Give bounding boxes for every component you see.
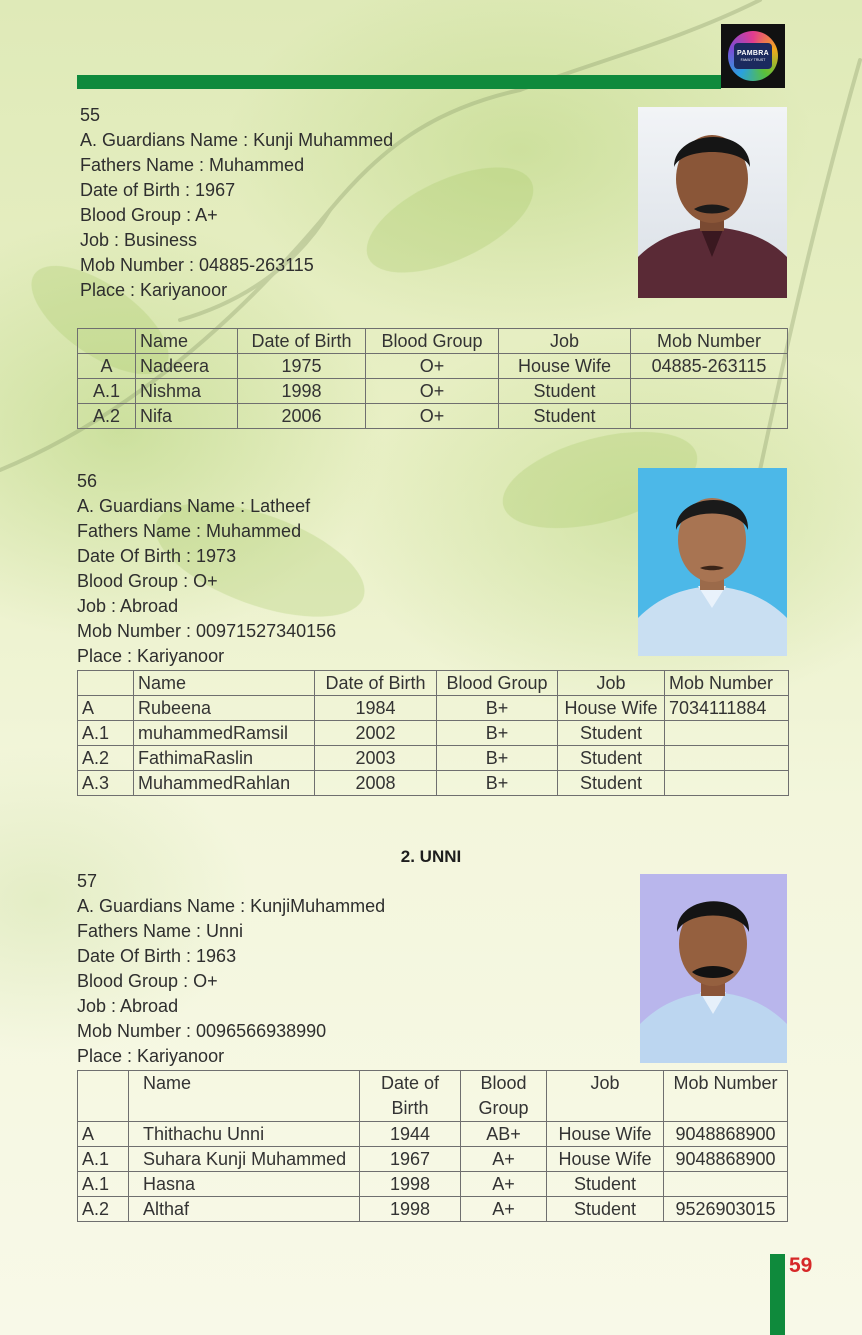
table-cell: 9048868900 <box>664 1122 788 1147</box>
table-cell: Nishma <box>136 379 238 404</box>
table-cell: A.2 <box>78 1197 129 1222</box>
section-title: 2. UNNI <box>400 847 462 866</box>
table-row <box>78 1197 788 1222</box>
mob-number: Mob Number : 0096566938990 <box>77 1021 327 1041</box>
table-cell: 1975 <box>238 354 366 379</box>
table-cell: Thithachu Unni <box>129 1122 360 1147</box>
table-row <box>78 379 788 404</box>
header-cell: Job <box>547 1071 664 1122</box>
table-row <box>78 1147 788 1172</box>
place: Place : Kariyanoor <box>77 1046 225 1066</box>
table-cell: 1998 <box>360 1197 461 1222</box>
table-cell: House Wife <box>558 696 665 721</box>
pambra-logo <box>721 24 785 88</box>
table-header-row <box>78 329 788 354</box>
blood-group: Blood Group : O+ <box>77 971 218 991</box>
table-cell <box>665 746 789 771</box>
family-table-56 <box>77 670 789 796</box>
header-cell: Blood Group <box>461 1071 547 1122</box>
table-cell <box>664 1172 788 1197</box>
table-cell <box>631 379 788 404</box>
table-row <box>78 354 788 379</box>
header-cell <box>78 329 136 354</box>
entry-56-details <box>77 469 336 669</box>
table-cell: A.1 <box>78 1147 129 1172</box>
page-number: 59 <box>789 1254 813 1277</box>
header-cell: Name <box>134 671 315 696</box>
place: Place : Kariyanoor <box>77 646 225 666</box>
table-cell: Nadeera <box>136 354 238 379</box>
table-cell <box>631 404 788 429</box>
table-header-row <box>78 1071 788 1122</box>
logo-ring <box>728 31 778 81</box>
table-cell: A.2 <box>78 746 134 771</box>
table-cell <box>665 721 789 746</box>
table-cell: A.3 <box>78 771 134 796</box>
logo-subtitle: FAMILY TRUST <box>740 58 766 62</box>
header-cell <box>78 1071 129 1122</box>
table-cell: House Wife <box>499 354 631 379</box>
job: Job : Abroad <box>77 596 179 616</box>
table-row <box>78 1172 788 1197</box>
table-cell: 1984 <box>315 696 437 721</box>
mob-number: Mob Number : 00971527340156 <box>77 621 337 641</box>
table-cell: Student <box>547 1172 664 1197</box>
header-cell: Mob Number <box>665 671 789 696</box>
table-cell: 2002 <box>315 721 437 746</box>
entry-57-details <box>77 869 385 1069</box>
table-cell: B+ <box>437 746 558 771</box>
header-cell: Blood Group <box>366 329 499 354</box>
table-row <box>78 696 789 721</box>
header-cell: Name <box>129 1071 360 1122</box>
table-cell: Althaf <box>129 1197 360 1222</box>
guardian-photo-55 <box>638 107 787 298</box>
header-cell: Date of Birth <box>238 329 366 354</box>
table-cell: Hasna <box>129 1172 360 1197</box>
header-cell: Job <box>499 329 631 354</box>
table-cell: A+ <box>461 1197 547 1222</box>
table-cell: 2008 <box>315 771 437 796</box>
guardian-name: A. Guardians Name : KunjiMuhammed <box>77 896 386 916</box>
table-cell: A <box>78 1122 129 1147</box>
header-green-bar <box>77 75 721 89</box>
entry-number: 55 <box>80 105 101 125</box>
date-of-birth: Date of Birth : 1967 <box>80 180 236 200</box>
table-cell: 2006 <box>238 404 366 429</box>
table-row <box>78 721 789 746</box>
table-cell: A.2 <box>78 404 136 429</box>
table-cell: Student <box>558 771 665 796</box>
table-cell: A.1 <box>78 1172 129 1197</box>
table-cell: O+ <box>366 404 499 429</box>
table-cell: Nifa <box>136 404 238 429</box>
mob-number: Mob Number : 04885-263115 <box>80 255 314 275</box>
header-cell: Date of Birth <box>315 671 437 696</box>
table-cell: B+ <box>437 721 558 746</box>
table-cell: A+ <box>461 1172 547 1197</box>
table-cell: MuhammedRahlan <box>134 771 315 796</box>
date-of-birth: Date Of Birth : 1963 <box>77 946 237 966</box>
entry-number: 57 <box>77 871 98 891</box>
table-cell: 9526903015 <box>664 1197 788 1222</box>
table-cell: Student <box>547 1197 664 1222</box>
table-cell: Student <box>558 746 665 771</box>
page-number-bar <box>770 1254 785 1335</box>
header-cell: Date of Birth <box>360 1071 461 1122</box>
table-cell: B+ <box>437 696 558 721</box>
header-cell: Name <box>136 329 238 354</box>
table-cell: A+ <box>461 1147 547 1172</box>
table-cell: 1944 <box>360 1122 461 1147</box>
guardian-photo-57 <box>640 874 787 1063</box>
job: Job : Business <box>80 230 198 250</box>
blood-group: Blood Group : O+ <box>77 571 218 591</box>
table-cell: Student <box>499 404 631 429</box>
logo-badge <box>734 43 772 69</box>
table-cell: 1998 <box>238 379 366 404</box>
header-cell: Job <box>558 671 665 696</box>
entry-55-details <box>80 103 393 303</box>
table-cell: 9048868900 <box>664 1147 788 1172</box>
header-cell: Mob Number <box>664 1071 788 1122</box>
table-cell: 7034111884 <box>665 696 789 721</box>
table-cell: Suhara Kunji Muhammed <box>129 1147 360 1172</box>
table-row <box>78 1122 788 1147</box>
table-cell: B+ <box>437 771 558 796</box>
guardian-photo-56 <box>638 468 787 656</box>
table-row <box>78 404 788 429</box>
table-cell: FathimaRaslin <box>134 746 315 771</box>
table-cell: Rubeena <box>134 696 315 721</box>
guardian-name: A. Guardians Name : Latheef <box>77 496 311 516</box>
header-cell <box>78 671 134 696</box>
table-cell <box>665 771 789 796</box>
job: Job : Abroad <box>77 996 179 1016</box>
table-cell: 1998 <box>360 1172 461 1197</box>
table-row <box>78 746 789 771</box>
father-name: Fathers Name : Unni <box>77 921 244 941</box>
table-cell: A.1 <box>78 721 134 746</box>
date-of-birth: Date Of Birth : 1973 <box>77 546 237 566</box>
table-cell: Student <box>499 379 631 404</box>
logo-name: PAMBRA <box>736 50 769 57</box>
table-cell: O+ <box>366 379 499 404</box>
table-header-row <box>78 671 789 696</box>
table-cell: Student <box>558 721 665 746</box>
table-row <box>78 771 789 796</box>
family-table-55 <box>77 328 788 429</box>
table-cell: House Wife <box>547 1122 664 1147</box>
family-table-57 <box>77 1070 788 1222</box>
guardian-name: A. Guardians Name : Kunji Muhammed <box>80 130 394 150</box>
table-cell: A <box>78 696 134 721</box>
table-cell: muhammedRamsil <box>134 721 315 746</box>
father-name: Fathers Name : Muhammed <box>77 521 302 541</box>
table-cell: 1967 <box>360 1147 461 1172</box>
father-name: Fathers Name : Muhammed <box>80 155 305 175</box>
header-cell: Mob Number <box>631 329 788 354</box>
table-cell: O+ <box>366 354 499 379</box>
table-cell: AB+ <box>461 1122 547 1147</box>
table-cell: A.1 <box>78 379 136 404</box>
table-cell: House Wife <box>547 1147 664 1172</box>
blood-group: Blood Group : A+ <box>80 205 218 225</box>
table-cell: 2003 <box>315 746 437 771</box>
entry-number: 56 <box>77 471 98 491</box>
place: Place : Kariyanoor <box>80 280 228 300</box>
header-cell: Blood Group <box>437 671 558 696</box>
table-cell: 04885-263115 <box>631 354 788 379</box>
table-cell: A <box>78 354 136 379</box>
